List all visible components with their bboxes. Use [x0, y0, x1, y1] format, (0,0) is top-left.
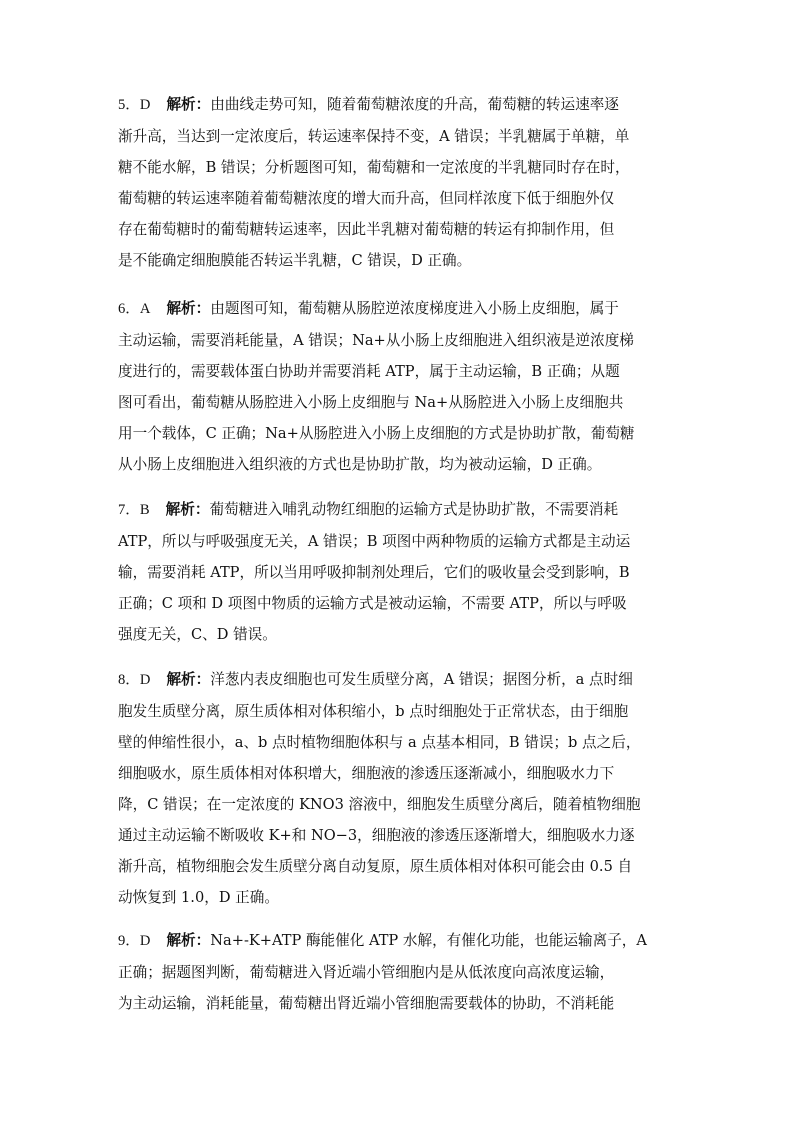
answer-option: D	[139, 933, 151, 949]
analysis-text: 洋葱内表皮细胞也可发生质壁分离，A 错误；据图分析，a 点时细	[210, 671, 633, 688]
answer-line: 渐升高，植物细胞会发生质壁分离自动复原，原生质体相对体积可能会由 0.5 自	[118, 858, 633, 875]
question-number: 5．	[118, 97, 140, 113]
answer-line: 存在葡萄糖时的葡萄糖转运速率，因此半乳糖对葡萄糖的转运有抑制作用，但	[118, 221, 615, 238]
analysis-label: 解析：	[166, 96, 211, 113]
answer-line: 壁的伸缩性很小，a、b 点时植物细胞体积与 a 点基本相同，B 错误；b 点之后，	[118, 734, 641, 751]
answer-option: D	[139, 672, 151, 688]
answer-line: ATP，所以与呼吸强度无关，A 错误；B 项图中两种物质的运输方式都是主动运	[118, 533, 631, 550]
answer-line: 用一个载体，C 正确；Na+从肠腔进入小肠上皮细胞的方式是协助扩散，葡萄糖	[118, 425, 635, 442]
answer-line: 是不能确定细胞膜能否转运半乳糖，C 错误，D 正确。	[118, 252, 472, 269]
answer-line: 从小肠上皮细胞进入组织液的方式也是协助扩散，均为被动运输，D 正确。	[118, 456, 602, 473]
analysis-text: 葡萄糖进入哺乳动物红细胞的运输方式是协助扩散，不需要消耗	[209, 501, 619, 518]
answer-line: 正确；C 项和 D 项图中物质的运输方式是被动运输，不需要 ATP，所以与呼吸	[118, 595, 627, 612]
answer-8	[118, 664, 684, 913]
analysis-label: 解析：	[165, 501, 210, 518]
answer-5	[118, 89, 684, 276]
question-number: 7．	[118, 502, 140, 518]
answer-option: B	[139, 502, 150, 518]
answer-line: 糖不能水解，B 错误；分析题图可知，葡萄糖和一定浓度的半乳糖同时存在时，	[118, 159, 630, 176]
analysis-text: Na+-K+ATP 酶能催化 ATP 水解，有催化功能，也能运输离子，A	[210, 932, 647, 949]
answer-6	[118, 293, 684, 480]
answer-line	[118, 494, 684, 526]
answer-line: 通过主动运输不断吸收 K+和 NO−3，细胞液的渗透压逐渐增大，细胞吸水力逐	[118, 827, 635, 844]
question-number: 8．	[118, 672, 140, 688]
question-number: 9．	[118, 933, 140, 949]
answer-line: 图可看出，葡萄糖从肠腔进入小肠上皮细胞与 Na+从肠腔进入小肠上皮细胞共	[118, 394, 624, 411]
answer-option: D	[139, 97, 151, 113]
answer-line: 输，需要消耗 ATP，所以当用呼吸抑制剂处理后，它们的吸收量会受到影响，B	[118, 564, 630, 581]
answer-line: 强度无关，C、D 错误。	[118, 626, 277, 643]
answer-line: 渐升高，当达到一定浓度后，转运速率保持不变，A 错误；半乳糖属于单糖，单	[118, 128, 630, 145]
answer-line: 度进行的，需要载体蛋白协助并需要消耗 ATP，属于主动运输，B 正确；从题	[118, 363, 620, 380]
answer-7	[118, 494, 684, 650]
answer-line: 葡萄糖的转运速率随着葡萄糖浓度的增大而升高，但同样浓度下低于细胞外仅	[118, 190, 615, 207]
analysis-label: 解析：	[166, 671, 211, 688]
analysis-label: 解析：	[166, 300, 211, 317]
answer-line: 正确；据题图判断，葡萄糖进入肾近端小管细胞内是从低浓度向高浓度运输，	[118, 964, 615, 981]
answer-line: 动恢复到 1.0，D 正确。	[118, 889, 279, 906]
answer-line: 胞发生质壁分离，原生质体相对体积缩小，b 点时细胞处于正常状态，由于细胞	[118, 703, 629, 720]
answer-line: 细胞吸水，原生质体相对体积增大，细胞液的渗透压逐渐减小，细胞吸水力下	[118, 765, 615, 782]
answer-line	[118, 664, 684, 696]
answer-line	[118, 89, 684, 121]
analysis-text: 由题图可知，葡萄糖从肠腔逆浓度梯度进入小肠上皮细胞，属于	[210, 300, 619, 317]
answer-option: A	[139, 301, 151, 317]
answer-line	[118, 925, 684, 957]
analysis-text: 由曲线走势可知，随着葡萄糖浓度的升高，葡萄糖的转运速率逐	[210, 96, 619, 113]
answer-line: 主动运输，需要消耗能量，A 错误；Na+从小肠上皮细胞进入组织液是逆浓度梯	[118, 332, 634, 349]
answer-line: 降，C 错误；在一定浓度的 KNO3 溶液中，细胞发生质壁分离后，随着植物细胞	[118, 796, 641, 813]
question-number: 6．	[118, 301, 140, 317]
answer-9	[118, 925, 684, 1019]
answer-line: 为主动运输，消耗能量，葡萄糖出肾近端小管细胞需要载体的协助，不消耗能	[118, 995, 615, 1012]
answer-line	[118, 293, 684, 325]
analysis-label: 解析：	[166, 932, 211, 949]
